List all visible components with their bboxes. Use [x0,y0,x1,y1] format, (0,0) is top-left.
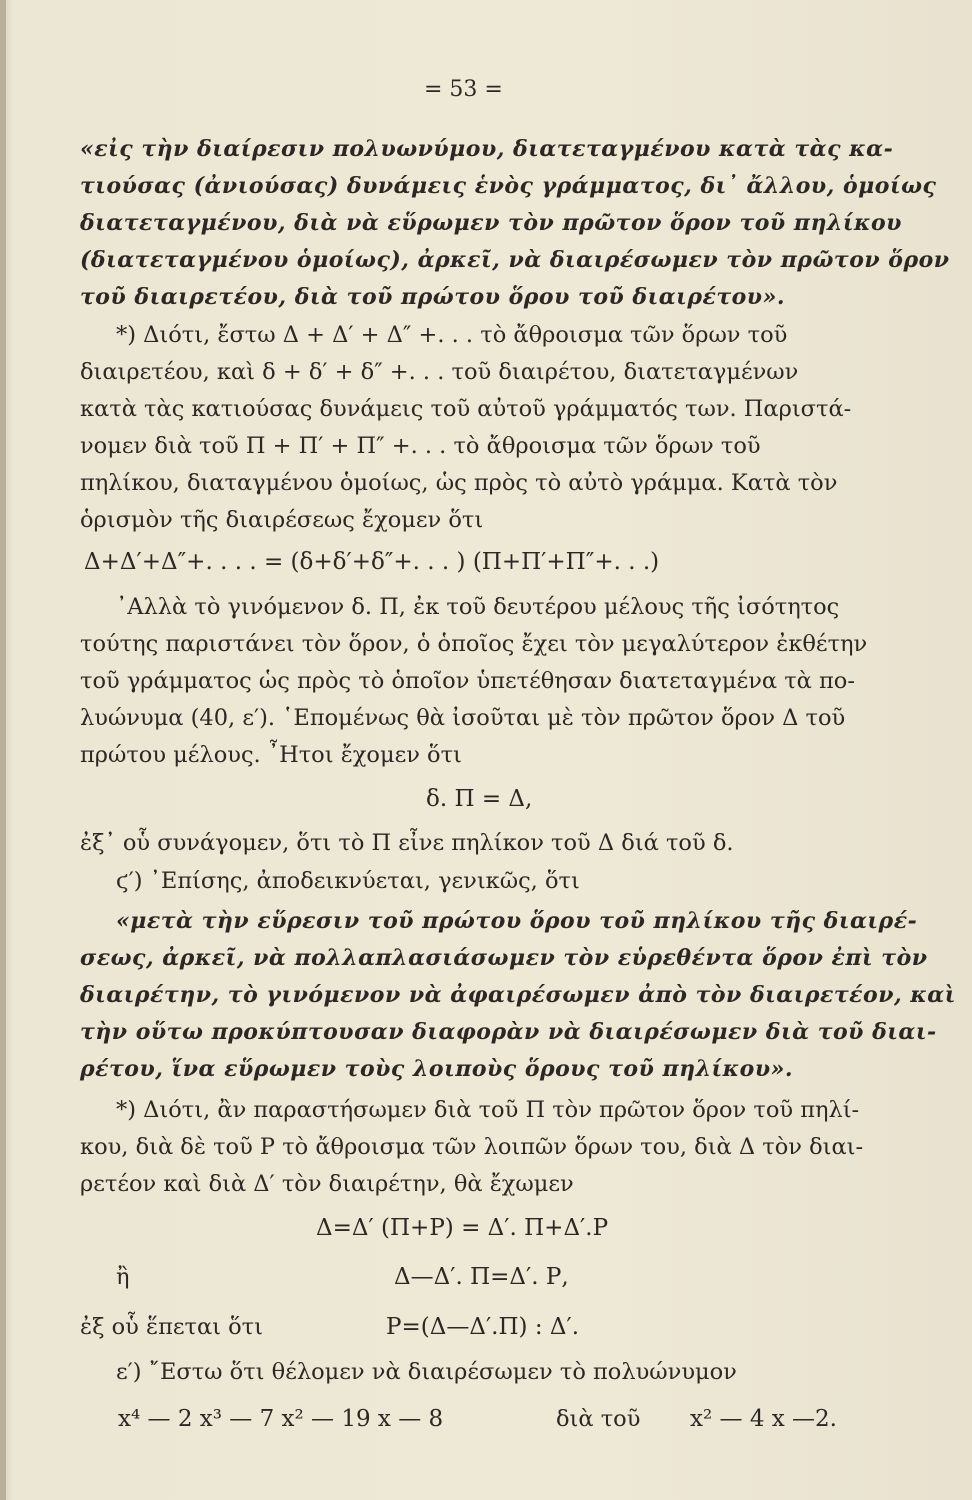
proof2-line-2: κου, διὰ δὲ τοῦ Ρ τὸ ἄθροισμα τῶν λοιπῶν ὅρων του, διὰ Δ τὸν διαι- [80,1134,864,1160]
proof1-line-5: πηλίκου, διαταγμένου ὁμοίως, ὡς πρὸς τὸ αὐτὸ γράμμα. Κατὰ τὸν [80,470,838,496]
page-number: = 53 = [424,77,503,102]
para3-line-1: ᾽Αλλὰ τὸ γινόμενον δ. Π, ἐκ τοῦ δευτέρου μέλους τῆς ἰσότητος [116,594,840,620]
para3-line-3: τοῦ γράμματος ὡς πρὸς τὸ ὁποῖον ὑπετέθησαν διατεταγμένα τὰ πο- [80,668,855,694]
polynomial-dividend: x⁴ — 2 x³ — 7 x² — 19 x — 8 [118,1406,444,1432]
para3-line-5: πρώτου μέλους. ῏Ητοι ἔχομεν ὅτι [80,742,462,768]
rule-line-2: τιούσας (ἀνιούσας) δυνάμεις ἑνὸς γράμματος, δι᾽ ἄλλου, ὁμοίως [80,173,937,199]
equation-5-label: ἐξ οὗ ἕπεται ὅτι [80,1314,263,1340]
equation-2: δ. Π = Δ, [426,786,533,812]
para5-line: ϛ′) ᾽Επίσης, ἀποδεικνύεται, γενικῶς, ὅτι [116,868,580,894]
proof1-line-1: *) Διότι, ἔστω Δ + Δ′ + Δ″ +. . . τὸ ἄθροισμα τῶν ὅρων τοῦ [116,322,788,348]
para3-line-2: τούτης παριστάνει τὸν ὅρον, ὁ ὁποῖος ἔχει τὸν μεγαλύτερον ἐκθέτην [80,631,868,657]
equation-4-label: ἢ [116,1264,130,1290]
equation-1: Δ+Δ′+Δ″+. . . . = (δ+δ′+δ″+. . . ) (Π+Π′+Π″+. . .) [84,549,660,575]
para4-line: ἐξ᾽ οὗ συνάγομεν, ὅτι τὸ Π εἶνε πηλίκον τοῦ Δ διά τοῦ δ. [80,830,734,856]
rule2-line-5: ρέτου, ἵνα εὕρωμεν τοὺς λοιποὺς ὅρους τοῦ πηλίκου». [80,1056,794,1082]
proof2-line-1: *) Διότι, ἂν παραστήσωμεν διὰ τοῦ Π τὸν πρῶτον ὅρον τοῦ πηλί- [116,1097,860,1123]
equation-5: Ρ=(Δ—Δ′.Π) : Δ′. [386,1314,580,1340]
equation-3: Δ=Δ′ (Π+Ρ) = Δ′. Π+Δ′.Ρ [316,1215,609,1241]
rule2-line-2: σεως, ἀρκεῖ, νὰ πολλαπλασιάσωμεν τὸν εὑρεθέντα ὅρον ἐπὶ τὸν [80,945,928,971]
para3-line-4: λυώνυμα (40, ε′). ῾Επομένως θὰ ἰσοῦται μὲ τὸν πρῶτον ὅρον Δ τοῦ [80,705,846,731]
para8-line: ε′) ῎Εστω ὅτι θέλομεν νὰ διαιρέσωμεν τὸ πολυώνυμον [116,1359,737,1385]
rule-line-4: (διατεταγμένου ὁμοίως), ἀρκεῖ, νὰ διαιρέσωμεν τὸν πρῶτον ὅρον [80,247,950,273]
equation-4: Δ—Δ′. Π=Δ′. Ρ, [394,1264,569,1290]
polynomial-divisor: x² — 4 x —2. [690,1406,837,1432]
rule-line-1: «εἰς τὴν διαίρεσιν πολυωνύμου, διατεταγμένου κατὰ τὰς κα- [80,136,894,162]
proof2-line-3: ρετέον καὶ διὰ Δ′ τὸν διαιρέτην, θὰ ἔχωμεν [80,1171,574,1197]
rule-line-3: διατεταγμένου, διὰ νὰ εὕρωμεν τὸν πρῶτον ὅρον τοῦ πηλίκου [80,210,902,236]
division-by-label: διὰ τοῦ [556,1406,641,1432]
page-edge [0,0,6,1500]
rule2-line-1: «μετὰ τὴν εὕρεσιν τοῦ πρώτου ὅρου τοῦ πηλίκου τῆς διαιρέ- [116,908,918,934]
rule2-line-4: τὴν οὕτω προκύπτουσαν διαφορὰν νὰ διαιρέσωμεν διὰ τοῦ διαι- [80,1019,937,1045]
proof1-line-2: διαιρετέου, καὶ δ + δ′ + δ″ +. . . τοῦ διαιρέτου, διατεταγμένων [80,359,799,385]
rule-line-5: τοῦ διαιρετέου, διὰ τοῦ πρώτου ὅρου τοῦ διαιρέτου». [80,284,785,310]
proof1-line-4: νομεν διὰ τοῦ Π + Π′ + Π″ +. . . τὸ ἄθροισμα τῶν ὅρων τοῦ [80,433,761,459]
proof1-line-3: κατὰ τὰς κατιούσας δυνάμεις τοῦ αὐτοῦ γράμματός των. Παριστά- [80,396,852,422]
proof1-line-6: ὁρισμὸν τῆς διαιρέσεως ἔχομεν ὅτι [80,507,484,533]
rule2-line-3: διαιρέτην, τὸ γινόμενον νὰ ἀφαιρέσωμεν ἀπὸ τὸν διαιρετέον, καὶ [80,982,956,1008]
